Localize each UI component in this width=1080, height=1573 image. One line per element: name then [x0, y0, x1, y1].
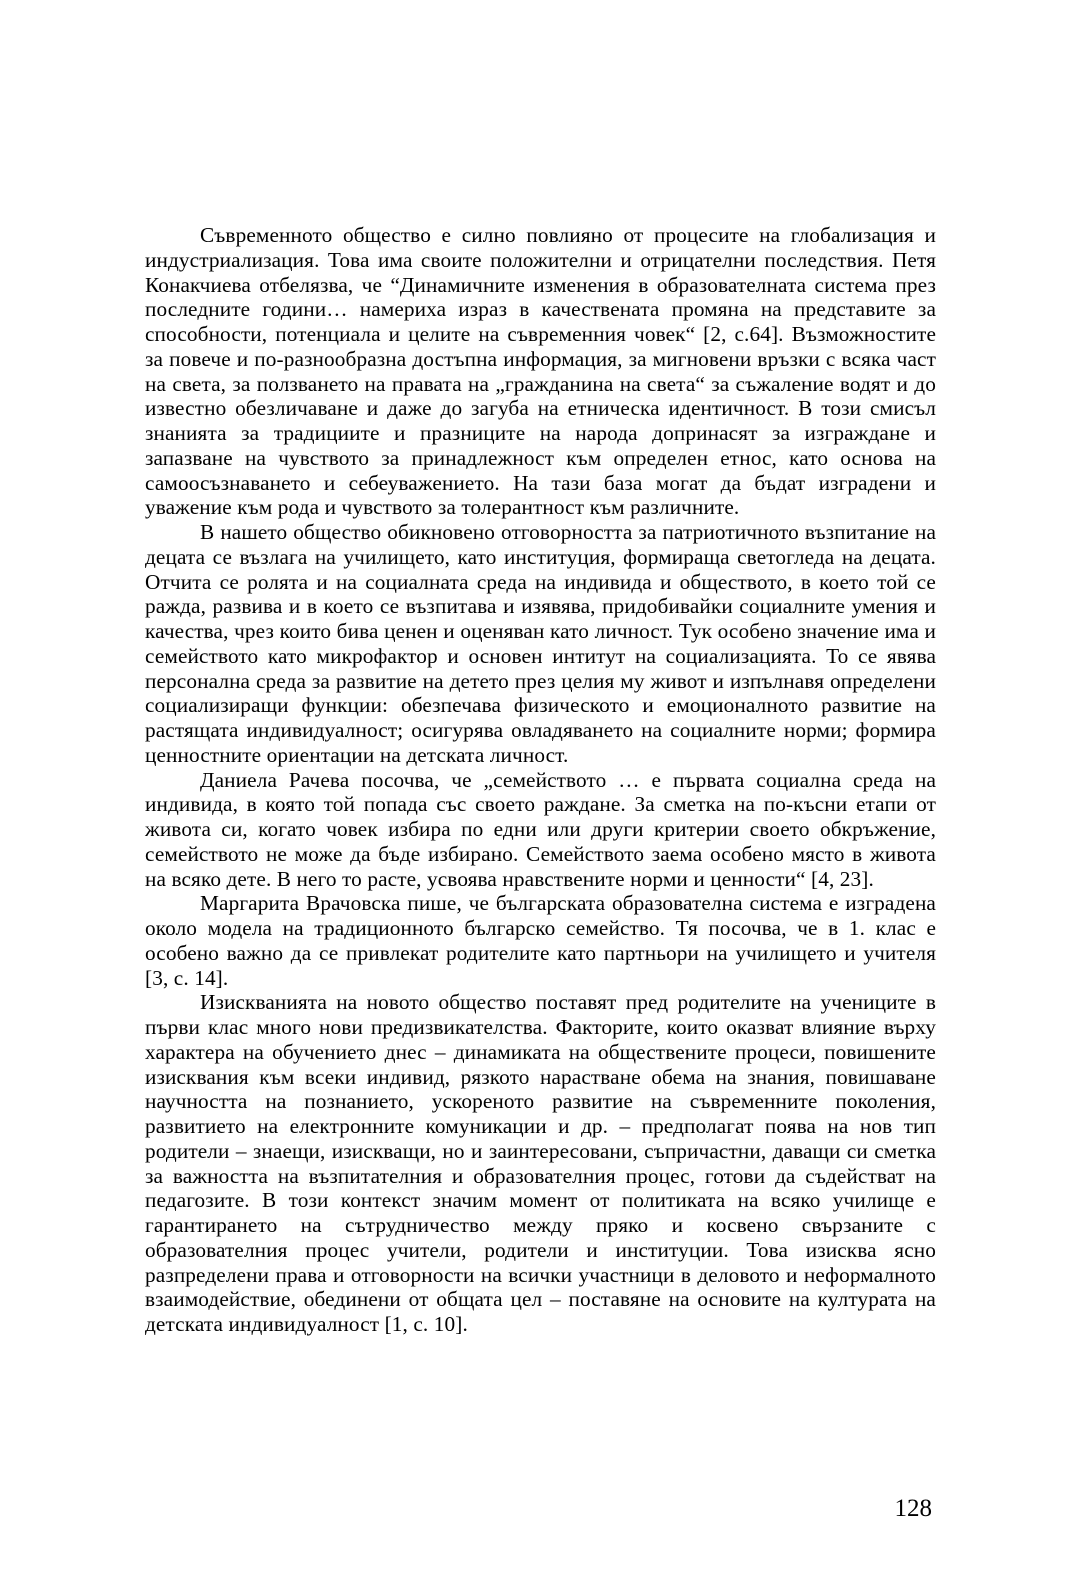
- paragraph: В нашето общество обикновено отговорността за патриотичното възпитание на децата се възлага на училището, като институция, формираща светогледа на децата. Отчита се ролята и на социалната среда на индивида и обществото, в което той се ражда, развива и в което се възпитава и изявява, придобивайки социалните умения и качества, чрез които бива ценен и оценяван като личност. Тук особено значение има и семейството като микрофактор и основен интитут на социализацията. То се явява персонална среда за развитие на детето през целия му живот и изпълнавя определени социализиращи функции: обезпечава физическото и емоционалното развитие на растящата индивидуалност; осигурява овладяването на социалните норми; формира ценностните ориентации на детската личност.: [145, 520, 936, 767]
- paragraph: Изискванията на новото общество поставят пред родителите на учениците в първи клас много нови предизвикателства. Факторите, които оказват влияние върху характера на обучението днес – динамиката на обществените процеси, повишените изисквания към всеки индивид, рязкото нарастване обема на знания, повишаване научността на познанието, ускореното развитие на съвременните поколения, развитието на електронните комуникации и др. – предполагат поява на нов тип родители – знаещи, изискващи, но и заинтересовани, съпричастни, даващи си сметка за важността на възпитателния и образователния процес, готови да съдействат на педагозите. В този контекст значим момент от политиката на всяко училище е гарантирането на сътрудничество между пряко и косвено свързаните с образователния процес учители, родители и институции. Това изисква ясно разпределени права и отговорности на всички участници в деловото и неформалното взаимодействие, обединени от общата цел – поставяне на основите на културата на детската индивидуалност [1, с. 10].: [145, 990, 936, 1336]
- body-text: [145, 223, 936, 1337]
- paragraph: Даниела Рачева посочва, че „семейството … е първата социална среда на индивида, в която той попада със своето раждане. За сметка на по-късни етапи от живота си, когато човек избира по едни или други критерии своето обкръжение, семейството не може да бъде избирано. Семейството заема особено място в живота на всяко дете. В него то расте, усвоява нравствените норми и ценности“ [4, 23].: [145, 767, 936, 891]
- paragraph: Съвременното общество е силно повлияно от процесите на глобализация и индустриализация. Това има своите положителни и отрицателни последствия. Петя Конакчиева отбелязва, че “Динамичните изменения в образователната система през последните години… намериха израз в качествената промяна на представите за способности, потенциала и целите на съвременния човек“ [2, с.64]. Възможностите за повече и по-разнообразна достъпна информация, за мигновени връзки с всяка част на света, за ползването на правата на „гражданина на света“ за съжаление водят и до известно обезличаване и даже до загуба на етническа идентичност. В този смисъл знанията за традициите и празниците на народа допринасят за изграждане и запазване на чувството за принадлежност към определен етнос, като основа на самоосъзнаването и себеуважението. На тази база могат да бъдат изградени и уважение към рода и чувството за толерантност към различните.: [145, 223, 936, 520]
- paragraph: Маргарита Врачовска пише, че българската образователна система е изградена около модела на традиционното българско семейство. Тя посочва, че в 1. клас е особено важно да се привлекат родителите като партньори на училището и учителя [3, с. 14].: [145, 891, 936, 990]
- page-number: 128: [894, 1495, 932, 1522]
